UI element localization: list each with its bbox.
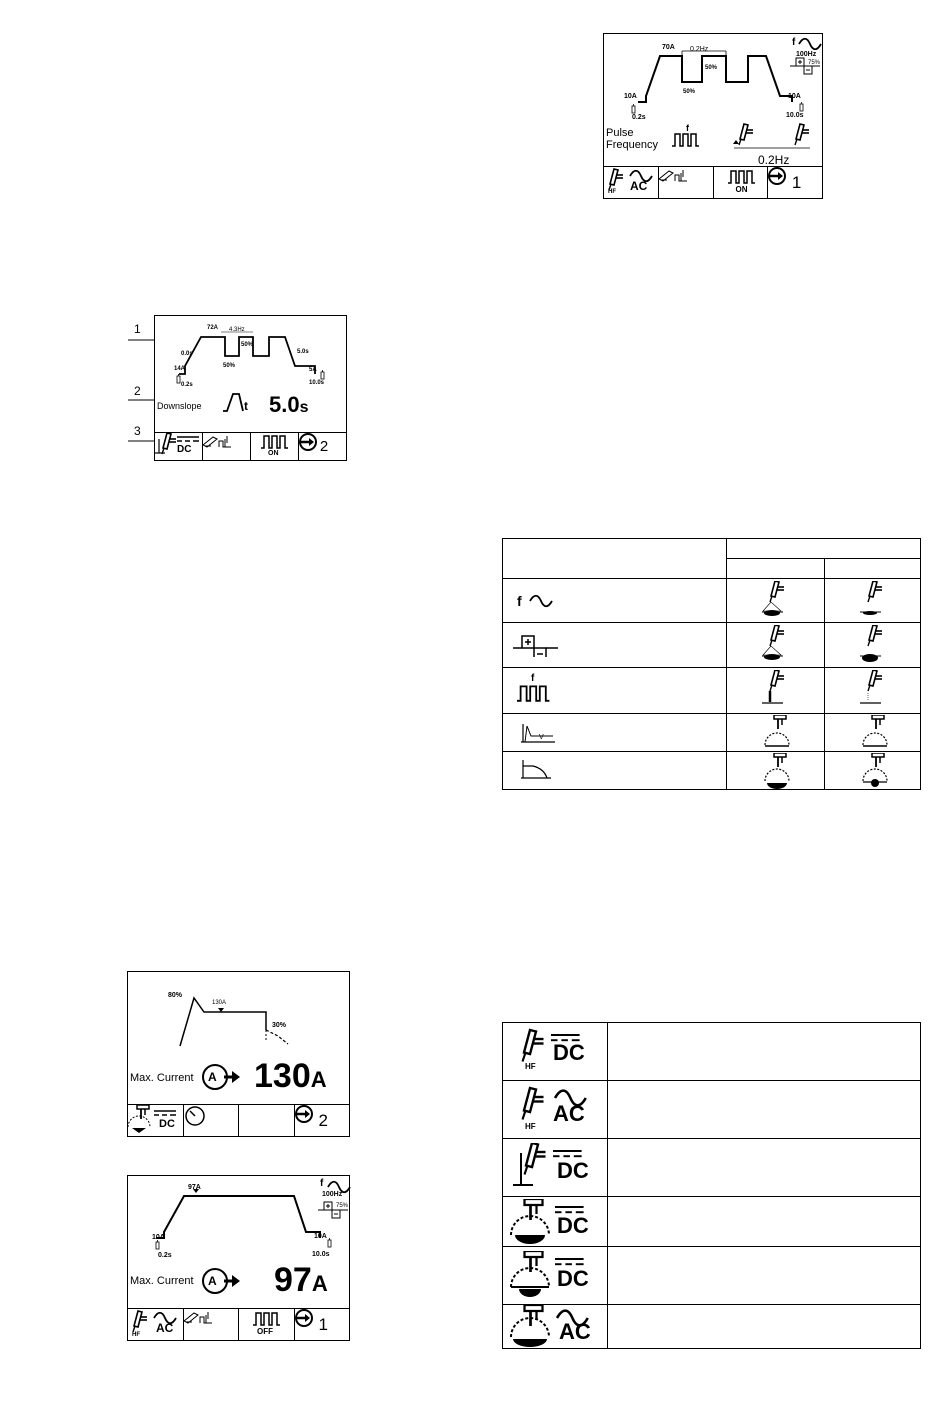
table-row — [503, 752, 921, 790]
mode-cell[interactable] — [604, 167, 659, 198]
end-time-label: 10.0s — [309, 380, 325, 386]
callout-2: 2 — [134, 384, 141, 398]
symbol-cell — [503, 668, 727, 714]
empty-cell — [239, 1105, 295, 1136]
f-label: f — [531, 673, 535, 684]
start-current-label: 14A — [174, 366, 186, 372]
icon-cell — [503, 1197, 608, 1247]
cell-b — [825, 579, 921, 623]
display-panel-mma-max-current — [127, 971, 350, 1137]
current-type-label: DC — [557, 1158, 589, 1183]
gas-preflow-icon — [184, 1309, 214, 1325]
peak-current-label: 97A — [188, 1184, 201, 1191]
mode-cell[interactable] — [128, 1105, 184, 1136]
value-number: 5.0 — [269, 392, 300, 417]
header-cell-empty — [503, 539, 727, 579]
current-type-label: AC — [156, 1321, 174, 1335]
program-cell[interactable] — [299, 433, 346, 460]
program-number: 1 — [791, 172, 802, 192]
parameter-value — [269, 394, 309, 416]
program-cell[interactable] — [295, 1309, 350, 1340]
description-cell — [608, 1305, 921, 1349]
cell-a — [727, 579, 825, 623]
description-cell — [608, 1247, 921, 1305]
pulse-cell[interactable] — [251, 433, 299, 460]
callout-3: 3 — [134, 424, 141, 438]
current-type-label: AC — [553, 1101, 585, 1126]
parameter-value — [274, 1263, 328, 1297]
symbol-cell — [503, 752, 727, 790]
gas-cell[interactable] — [659, 167, 714, 198]
program-icon — [295, 1309, 315, 1329]
parameter-name: Max. Current — [130, 1275, 194, 1287]
end-current-label: 5A — [309, 367, 317, 373]
parameter-name-line2: Frequency — [606, 139, 658, 151]
table-row — [503, 668, 921, 714]
icon-cell — [503, 1305, 608, 1349]
icon-cell — [503, 1139, 608, 1197]
cell-a — [727, 752, 825, 790]
program-number: 2 — [319, 438, 329, 455]
description-cell — [608, 1139, 921, 1197]
start-time-label: 0.2s — [158, 1252, 172, 1259]
cell-b — [825, 714, 921, 752]
current-type-label: DC — [159, 1118, 175, 1130]
a-letter: A — [208, 1274, 217, 1288]
current-type-label: DC — [177, 444, 192, 455]
ac-balance-label: 75% — [808, 60, 821, 66]
end-current-label: 10A — [788, 93, 801, 100]
current-type-label: DC — [557, 1266, 589, 1291]
parameter-value: 0.2Hz — [758, 153, 790, 167]
mma-dc-minus-icon — [757, 715, 797, 751]
mma-dc-minus-icon — [757, 753, 797, 789]
value-unit: A — [310, 1067, 327, 1092]
hf-label: HF — [608, 189, 616, 195]
downslope-time-label: 5.0s — [297, 349, 309, 355]
mma-dc-plus-icon — [855, 715, 895, 751]
current-type-label: AC — [630, 179, 648, 193]
symbol-cell — [503, 714, 727, 752]
hf-label: HF — [525, 1122, 536, 1131]
program-number: 1 — [318, 1314, 328, 1334]
torch-arc-icon — [855, 581, 895, 621]
program-number: 2 — [318, 1110, 328, 1130]
status-bar — [128, 1104, 349, 1136]
start-time-label: 0.2s — [181, 382, 193, 388]
table-row — [503, 714, 921, 752]
mode-cell[interactable] — [128, 1309, 184, 1340]
cell-b — [825, 623, 921, 668]
table-row — [503, 623, 921, 668]
ac-frequency-icon — [529, 594, 555, 608]
pulse-cell[interactable] — [714, 167, 769, 198]
pulse-frequency-icon — [517, 684, 553, 704]
program-icon — [299, 433, 319, 453]
availability-table — [502, 538, 921, 790]
cell-a — [727, 714, 825, 752]
cell-a — [727, 623, 825, 668]
upslope-label: 0.0s — [181, 351, 193, 357]
pulse-state: ON — [268, 450, 279, 457]
program-icon — [295, 1105, 315, 1125]
description-cell — [608, 1081, 921, 1139]
parameter-name-line1: Pulse — [606, 127, 634, 139]
meter-cell[interactable] — [184, 1105, 240, 1136]
clock-icon — [184, 1105, 206, 1127]
arc-force-icon — [521, 758, 557, 782]
program-icon — [768, 167, 788, 187]
status-bar — [155, 432, 346, 460]
start-current-label: 10A — [152, 1234, 165, 1241]
table-row — [503, 1247, 921, 1305]
hf-label: HF — [525, 1062, 536, 1071]
ac-balance-label: 75% — [336, 1203, 349, 1209]
value-number: 97 — [274, 1261, 312, 1299]
ac-balance-icon — [513, 633, 569, 657]
pulse-state: OFF — [257, 1327, 273, 1336]
callout-1: 1 — [134, 322, 141, 336]
current-type-label: DC — [557, 1213, 589, 1238]
pulse-state: ON — [735, 185, 748, 194]
arc-force-label: 30% — [272, 1022, 287, 1029]
torch-arc-icon — [757, 581, 797, 621]
peak-current-label: 70A — [662, 44, 675, 51]
value-unit: s — [299, 399, 309, 416]
value-number: 130 — [254, 1057, 311, 1095]
parameter-symbol: t — [244, 399, 248, 413]
duty-lo-label: 50% — [683, 89, 696, 95]
torch-arc-icon — [855, 670, 895, 712]
table-row — [503, 579, 921, 623]
pulse-icon — [728, 169, 756, 185]
parameter-name: Max. Current — [130, 1072, 194, 1084]
header-cell-group — [727, 539, 921, 559]
end-time-label: 10.0s — [312, 1251, 330, 1258]
peak-current-label: 72A — [207, 325, 219, 331]
f-label: f — [517, 593, 522, 609]
status-bar — [128, 1308, 349, 1340]
status-bar — [604, 166, 822, 198]
table-row — [503, 1023, 921, 1081]
hf-label: HF — [132, 1332, 140, 1338]
program-cell[interactable] — [768, 167, 822, 198]
current-marker-label: 130A — [212, 1000, 227, 1006]
pulse-frequency-label: 4.3Hz — [229, 327, 245, 333]
start-current-label: 10A — [624, 93, 637, 100]
a-letter: A — [208, 1070, 217, 1084]
pulse-frequency-label: 0.2Hz — [690, 46, 709, 53]
torch-arc-icon — [855, 625, 895, 665]
program-cell[interactable] — [295, 1105, 350, 1136]
duty-lo-label: 50% — [223, 363, 236, 369]
ac-frequency-label: 100Hz — [796, 51, 817, 58]
cell-b — [825, 752, 921, 790]
description-cell — [608, 1023, 921, 1081]
duty-hi-label: 50% — [241, 342, 254, 348]
display-panel-pulse-frequency — [603, 33, 823, 199]
f-superscript: f — [686, 123, 689, 133]
v-label: V — [539, 734, 544, 741]
duty-hi-label: 50% — [705, 65, 718, 71]
f-symbol: f — [320, 1178, 324, 1189]
gas-cell[interactable] — [184, 1309, 240, 1340]
pulse-icon — [253, 1311, 281, 1327]
header-cell-a — [727, 559, 825, 579]
mode-cell[interactable] — [155, 433, 203, 460]
description-cell — [608, 1197, 921, 1247]
display-panel-downslope — [154, 315, 347, 461]
gas-preflow-icon — [659, 167, 689, 183]
header-cell-b — [825, 559, 921, 579]
pulse-icon — [261, 434, 289, 450]
cell-a — [727, 668, 825, 714]
display-panel-ac-max-current — [127, 1175, 350, 1341]
ac-frequency-label: 100Hz — [322, 1191, 343, 1198]
parameter-value — [254, 1059, 327, 1093]
symbol-cell — [503, 623, 727, 668]
pulse-cell[interactable] — [239, 1309, 295, 1340]
hot-start-label: 80% — [168, 992, 183, 999]
icon-cell — [503, 1081, 608, 1139]
table-row — [503, 1197, 921, 1247]
table-row — [503, 1305, 921, 1349]
table-row — [503, 1139, 921, 1197]
current-type-label: AC — [559, 1319, 591, 1344]
value-unit: A — [311, 1271, 328, 1296]
torch-arc-icon — [757, 625, 797, 665]
end-time-label: 10.0s — [786, 112, 804, 119]
cell-b — [825, 668, 921, 714]
parameter-name: Downslope — [157, 401, 202, 411]
mma-dc-plus-icon — [855, 753, 895, 789]
icon-cell — [503, 1023, 608, 1081]
symbol-cell — [503, 579, 727, 623]
mode-table — [502, 1022, 921, 1349]
gas-cell[interactable] — [203, 433, 251, 460]
table-row — [503, 1081, 921, 1139]
icon-cell — [503, 1247, 608, 1305]
torch-arc-icon — [757, 670, 797, 712]
end-current-label: 10A — [314, 1233, 327, 1240]
current-type-label: DC — [553, 1040, 585, 1065]
f-symbol: f — [792, 37, 796, 48]
gas-preflow-icon — [203, 433, 233, 449]
start-time-label: 0.2s — [632, 114, 646, 121]
